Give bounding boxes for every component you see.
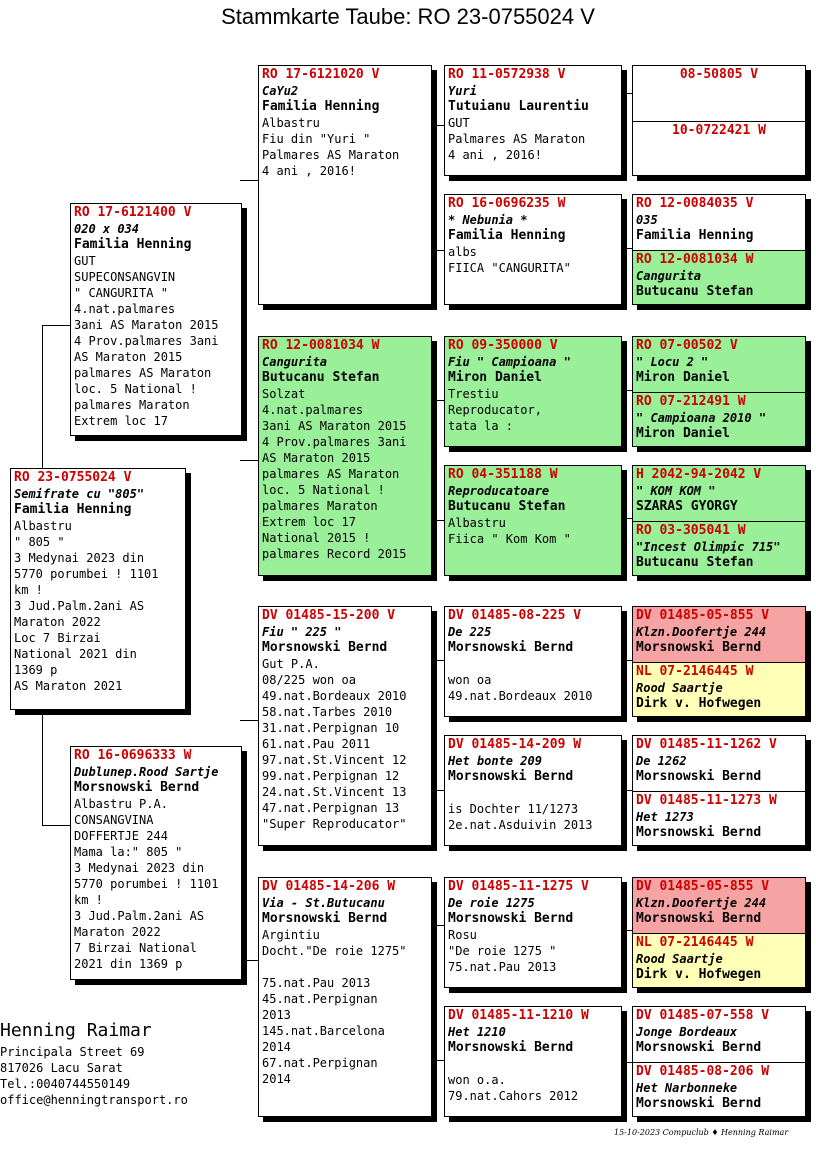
info-line: Maraton 2022 <box>74 925 161 939</box>
info-line: Docht."De roie 1275" <box>262 944 407 958</box>
owner-name: Morsnowski Bernd <box>636 640 762 655</box>
pigeon-name: Rood Saartje <box>636 681 723 695</box>
pigeon-name: De 1262 <box>636 754 687 768</box>
info-line: palmares Maraton <box>262 499 378 513</box>
info-line: 145.nat.Barcelona <box>262 1024 385 1038</box>
pigeon-name: " Locu 2 " <box>636 355 709 369</box>
ring-number: DV 01485-05-855 V <box>636 879 770 894</box>
ring-number: NL 07-2146445 W <box>636 935 754 950</box>
info-line: 58.nat.Tarbes 2010 <box>262 705 393 719</box>
ring-number: DV 01485-08-206 W <box>636 1064 770 1079</box>
info-line: 49.nat.Bordeaux 2010 <box>262 689 407 703</box>
ring-number: DV 01485-15-200 V <box>262 608 396 623</box>
info-line: Rosu <box>448 928 477 942</box>
ring-number: RO 12-0081034 W <box>262 338 380 353</box>
fm-card[interactable] <box>258 336 432 576</box>
mfm-card[interactable] <box>444 735 622 846</box>
info-line: Albastru <box>262 116 320 130</box>
info-line: km ! <box>74 893 103 907</box>
info-line: loc. 5 National ! <box>262 483 385 497</box>
pigeon-name: " Campioana 2010 " <box>636 411 767 425</box>
pigeon-name: Klzn.Doofertje 244 <box>636 625 767 639</box>
pigeon-name: De 225 <box>448 625 492 639</box>
info-line: won o.a. <box>448 1073 506 1087</box>
info-line: " CANGURITA " <box>74 286 168 300</box>
pigeon-name: 020 x 034 <box>74 222 140 236</box>
pigeon-name: Het 1273 <box>636 810 694 824</box>
info-line: 61.nat.Pau 2011 <box>262 737 371 751</box>
gen4-card-16[interactable] <box>633 1062 805 1117</box>
ring-number: DV 01485-11-1210 W <box>448 1008 589 1023</box>
breeder-phone: Tel.:0040744550149 <box>0 1077 131 1091</box>
pigeon-name: Cangurita <box>262 355 328 369</box>
ring-number: DV 01485-11-1275 V <box>448 879 589 894</box>
info-line: 4 ani , 2016! <box>448 148 542 162</box>
info-line: tata la : <box>448 419 514 433</box>
info-line <box>448 1056 618 1072</box>
ring-number: RO 04-351188 W <box>448 467 558 482</box>
info-line: 3 Jud.Palm.2ani AS <box>74 909 205 923</box>
pigeon-name: Het 1210 <box>448 1025 506 1039</box>
info-line: palmares AS Maraton <box>74 366 212 380</box>
info-line: Extrem loc 17 <box>74 414 168 428</box>
info-line: 67.nat.Perpignan <box>262 1056 378 1070</box>
pigeon-name: De roie 1275 <box>448 896 535 910</box>
ring-number: 10-0722421 W <box>672 123 766 138</box>
connector-line <box>240 720 258 721</box>
owner-name: Morsnowski Bernd <box>636 769 762 784</box>
info-line: 4 ani , 2016! <box>262 164 356 178</box>
info-line: Albastru <box>448 516 506 530</box>
father-card[interactable] <box>70 203 242 436</box>
gen4-pair-1 <box>632 65 806 176</box>
info-line: Solzat <box>262 387 306 401</box>
owner-name: Morsnowski Bernd <box>448 1040 574 1055</box>
pigeon-name: Het bonte 209 <box>448 754 542 768</box>
info-line: Mama la:" 805 " <box>74 845 183 859</box>
breeder-name: Henning Raimar <box>0 1020 152 1041</box>
info-line: 1369 p <box>14 663 58 677</box>
info-line: palmares AS Maraton <box>262 467 400 481</box>
owner-name: Morsnowski Bernd <box>262 640 388 655</box>
info-line: "De roie 1275 " <box>448 944 557 958</box>
pigeon-name: Fiu " Campioana " <box>448 355 571 369</box>
pigeon-name: Reproducatoare <box>448 484 550 498</box>
pigeon-name: Yuri <box>448 84 477 98</box>
fmm-card[interactable] <box>444 465 622 576</box>
pigeon-name: Klzn.Doofertje 244 <box>636 896 767 910</box>
pigeon-name: Semifrate cu "805" <box>14 487 145 501</box>
ring-number: DV 01485-05-855 V <box>636 608 770 623</box>
gen4-pair-2 <box>632 194 806 305</box>
ring-number: NL 07-2146445 W <box>636 664 754 679</box>
info-line: Reproducator, <box>448 403 542 417</box>
gen4-card-6[interactable] <box>633 392 805 447</box>
info-line: Argintiu <box>262 928 320 942</box>
gen4-card-13[interactable] <box>633 878 805 933</box>
connector-line <box>432 520 444 521</box>
owner-name: Butucanu Stefan <box>448 499 566 514</box>
info-line: Maraton 2022 <box>14 615 101 629</box>
connector-line <box>622 930 632 931</box>
connector-line <box>622 518 632 519</box>
ring-number: DV 01485-11-1262 V <box>636 737 777 752</box>
info-line: 08/225 won oa <box>262 673 356 687</box>
connector-line <box>432 400 444 401</box>
info-line: 4 Prov.palmares 3ani <box>74 334 219 348</box>
info-line: GUT <box>74 254 96 268</box>
info-line: 3 Medynai 2023 din <box>14 551 145 565</box>
ring-number: RO 12-0084035 V <box>636 196 754 211</box>
breeder-address-line: Principala Street 69 <box>0 1045 145 1059</box>
gen4-card-9[interactable] <box>633 607 805 662</box>
connector-line <box>240 460 258 461</box>
info-line: 5770 porumbei ! 1101 <box>74 877 219 891</box>
connector-line <box>432 660 444 661</box>
owner-name: Dirk v. Hofwegen <box>636 696 762 711</box>
connector-line <box>622 390 632 391</box>
gen4-pair-8 <box>632 1006 806 1117</box>
pigeon-name: CaYu2 <box>262 84 299 98</box>
info-line: National 2021 din <box>14 647 137 661</box>
info-line: 5770 porumbei ! 1101 <box>14 567 159 581</box>
info-line: SUPECONSANGVIN <box>74 270 176 284</box>
connector-line <box>432 925 444 926</box>
owner-name: Butucanu Stefan <box>636 555 754 570</box>
ring-number: RO 07-00502 V <box>636 338 738 353</box>
info-line: Loc 7 Birzai <box>14 631 101 645</box>
info-line: Albastru P.A. <box>74 797 168 811</box>
info-line: DOFFERTJE 244 <box>74 829 168 843</box>
info-line: CONSANGVINA <box>74 813 154 827</box>
info-line: 4.nat.palmares <box>262 403 364 417</box>
ring-number: DV 01485-11-1273 W <box>636 793 777 808</box>
connector-line <box>42 825 72 826</box>
info-line: 3 Medynai 2023 din <box>74 861 205 875</box>
info-line: albs <box>448 245 477 259</box>
ring-number: DV 01485-07-558 V <box>636 1008 770 1023</box>
gen4-card-10[interactable] <box>633 662 805 717</box>
owner-name: Familia Henning <box>14 502 132 517</box>
gen4-card-7[interactable] <box>633 466 805 521</box>
print-footer: 15-10-2023 Compuclub ♦ Henning Raimar <box>614 1128 789 1137</box>
info-line: palmares Maraton <box>74 398 190 412</box>
info-line: km ! <box>14 583 43 597</box>
info-line: won oa <box>448 673 492 687</box>
mmf-card[interactable] <box>444 877 622 988</box>
owner-name: Butucanu Stefan <box>262 370 380 385</box>
pigeon-name: 035 <box>636 213 658 227</box>
breeder-email[interactable]: office@henningtransport.ro <box>0 1093 188 1107</box>
fmf-card[interactable] <box>444 336 622 447</box>
info-line: Trestiu <box>448 387 499 401</box>
gen4-card-8[interactable] <box>633 521 805 576</box>
mff-card[interactable] <box>444 606 622 717</box>
owner-name: Miron Daniel <box>636 426 730 441</box>
breeder-address-line: 817026 Lacu Sarat <box>0 1061 123 1075</box>
owner-name: Morsnowski Bernd <box>74 780 200 795</box>
owner-name: Morsnowski Bernd <box>636 911 762 926</box>
ff-card[interactable] <box>258 65 432 305</box>
owner-name: Familia Henning <box>448 228 566 243</box>
ring-number: RO 07-212491 W <box>636 394 746 409</box>
pigeon-name: Cangurita <box>636 269 702 283</box>
gen4-pair-6 <box>632 735 806 846</box>
connector-line <box>240 180 258 181</box>
owner-name: SZARAS GYORGY <box>636 499 738 514</box>
owner-name: Miron Daniel <box>448 370 542 385</box>
connector-line <box>42 325 72 326</box>
mmm-card[interactable] <box>444 1006 622 1117</box>
page-title: Stammkarte Taube: RO 23-0755024 V <box>221 4 595 29</box>
connector-line <box>432 250 444 251</box>
ring-number: RO 03-305041 W <box>636 523 746 538</box>
connector-line <box>622 1062 632 1063</box>
pigeon-name: Rood Saartje <box>636 952 723 966</box>
gen4-card-11[interactable] <box>633 736 805 791</box>
mm-card[interactable] <box>258 877 432 1117</box>
ring-number: RO 12-0081034 W <box>636 252 754 267</box>
info-line: 4.nat.palmares <box>74 302 176 316</box>
info-line: 49.nat.Bordeaux 2010 <box>448 689 593 703</box>
owner-name: Morsnowski Bernd <box>448 640 574 655</box>
info-line: National 2015 ! <box>262 531 371 545</box>
info-line: is Dochter 11/1273 <box>448 802 579 816</box>
info-line: Gut P.A. <box>262 657 320 671</box>
ring-number: RO 16-0696235 W <box>448 196 566 211</box>
mother-card[interactable] <box>70 746 242 980</box>
info-line: Palmares AS Maraton <box>262 148 400 162</box>
info-line: 75.nat.Pau 2013 <box>262 976 371 990</box>
info-line: Fiu din "Yuri " <box>262 132 371 146</box>
info-line: 2014 <box>262 1040 291 1054</box>
connector-line <box>622 790 632 791</box>
gen4-card-15[interactable] <box>633 1007 805 1062</box>
ring-number: RO 11-0572938 V <box>448 67 566 82</box>
info-line: 2021 din 1369 p <box>74 957 183 971</box>
info-line: GUT <box>448 116 470 130</box>
info-line: Albastru <box>14 519 72 533</box>
info-line: loc. 5 National ! <box>74 382 197 396</box>
info-line: 2013 <box>262 1008 291 1022</box>
pigeon-name: Jonge Bordeaux <box>636 1025 738 1039</box>
mf-card[interactable] <box>258 606 432 846</box>
connector-line <box>432 125 444 126</box>
gen4-pair-5 <box>632 606 806 717</box>
owner-name: Morsnowski Bernd <box>448 911 574 926</box>
owner-name: Dirk v. Hofwegen <box>636 967 762 982</box>
ring-number: DV 01485-14-206 W <box>262 879 396 894</box>
info-line: 79.nat.Cahors 2012 <box>448 1089 579 1103</box>
owner-name: Morsnowski Bernd <box>262 911 388 926</box>
owner-name: Familia Henning <box>636 228 754 243</box>
info-line: 3ani AS Maraton 2015 <box>74 318 219 332</box>
gen4-pair-4 <box>632 465 806 576</box>
info-line <box>448 785 618 801</box>
info-line: 2014 <box>262 1072 291 1086</box>
info-line: AS Maraton 2015 <box>262 451 371 465</box>
info-line: AS Maraton 2015 <box>74 350 183 364</box>
owner-name: Morsnowski Bernd <box>636 1040 762 1055</box>
ffm-card[interactable] <box>444 194 622 305</box>
info-line: FIICA "CANGURITA" <box>448 261 571 275</box>
pigeon-name: Fiu " 225 " <box>262 625 342 639</box>
owner-name: Familia Henning <box>262 99 380 114</box>
owner-name: Tutuianu Laurentiu <box>448 99 589 114</box>
gen4-card-4[interactable] <box>633 250 805 305</box>
gen4-card-1[interactable] <box>633 66 805 121</box>
ring-number: H 2042-94-2042 V <box>636 467 762 482</box>
pigeon-name: Dublunep.Rood Sartje <box>74 765 219 779</box>
ring-number: RO 09-350000 V <box>448 338 558 353</box>
pigeon-name: Het Narbonneke <box>636 1081 738 1095</box>
pigeon-name: "Incest Olimpic 715" <box>636 540 781 554</box>
info-line: 45.nat.Perpignan <box>262 992 378 1006</box>
pigeon-name: * Nebunia * <box>448 213 528 227</box>
owner-name: Familia Henning <box>74 237 192 252</box>
subject-card[interactable] <box>10 468 186 710</box>
connector-line <box>622 248 632 249</box>
info-line: 97.nat.St.Vincent 12 <box>262 753 407 767</box>
info-line: 2e.nat.Asduivin 2013 <box>448 818 593 832</box>
pigeon-name: " KOM KOM " <box>636 484 716 498</box>
info-line: 75.nat.Pau 2013 <box>448 960 557 974</box>
info-line: 99.nat.Perpignan 12 <box>262 769 400 783</box>
info-line: AS Maraton 2021 <box>14 679 123 693</box>
pigeon-name: Via - St.Butucanu <box>262 896 385 910</box>
info-line: palmares Record 2015 <box>262 547 407 561</box>
info-line: 4 Prov.palmares 3ani <box>262 435 407 449</box>
gen4-pair-3 <box>632 336 806 447</box>
owner-name: Butucanu Stefan <box>636 284 754 299</box>
info-line: 3ani AS Maraton 2015 <box>262 419 407 433</box>
ring-number: 08-50805 V <box>679 67 759 82</box>
gen4-pair-7 <box>632 877 806 988</box>
fff-card[interactable] <box>444 65 622 176</box>
owner-name: Miron Daniel <box>636 370 730 385</box>
connector-line <box>42 710 43 825</box>
gen4-card-12[interactable] <box>633 791 805 846</box>
gen4-card-14[interactable] <box>633 933 805 988</box>
info-line: 24.nat.St.Vincent 13 <box>262 785 407 799</box>
ring-number: RO 16-0696333 W <box>74 748 192 763</box>
info-line: Extrem loc 17 <box>262 515 356 529</box>
info-line: " 805 " <box>14 535 65 549</box>
owner-name: Morsnowski Bernd <box>636 1096 762 1111</box>
connector-line <box>42 325 43 468</box>
info-line: Palmares AS Maraton <box>448 132 586 146</box>
connector-line <box>432 1060 444 1061</box>
info-line: 31.nat.Perpignan 10 <box>262 721 400 735</box>
ring-number: RO 17-6121020 V <box>262 67 380 82</box>
connector-line <box>622 93 632 94</box>
info-line: "Super Reproducator" <box>262 817 407 831</box>
info-line: 7 Birzai National <box>74 941 197 955</box>
connector-line <box>622 660 632 661</box>
connector-line <box>240 960 258 961</box>
ring-number: DV 01485-14-209 W <box>448 737 582 752</box>
ring-number: DV 01485-08-225 V <box>448 608 582 623</box>
owner-name: Morsnowski Bernd <box>448 769 574 784</box>
info-line: 3 Jud.Palm.2ani AS <box>14 599 145 613</box>
owner-name: Morsnowski Bernd <box>636 825 762 840</box>
ring-number: RO 23-0755024 V <box>14 470 132 485</box>
connector-line <box>432 790 444 791</box>
info-line: 47.nat.Perpignan 13 <box>262 801 400 815</box>
ring-number: RO 17-6121400 V <box>74 205 192 220</box>
info-line <box>262 959 428 975</box>
gen4-card-5[interactable] <box>633 337 805 392</box>
gen4-card-2[interactable] <box>633 121 805 176</box>
gen4-card-3[interactable] <box>633 195 805 250</box>
info-line <box>448 656 618 672</box>
info-line: Fiica " Kom Kom " <box>448 532 571 546</box>
